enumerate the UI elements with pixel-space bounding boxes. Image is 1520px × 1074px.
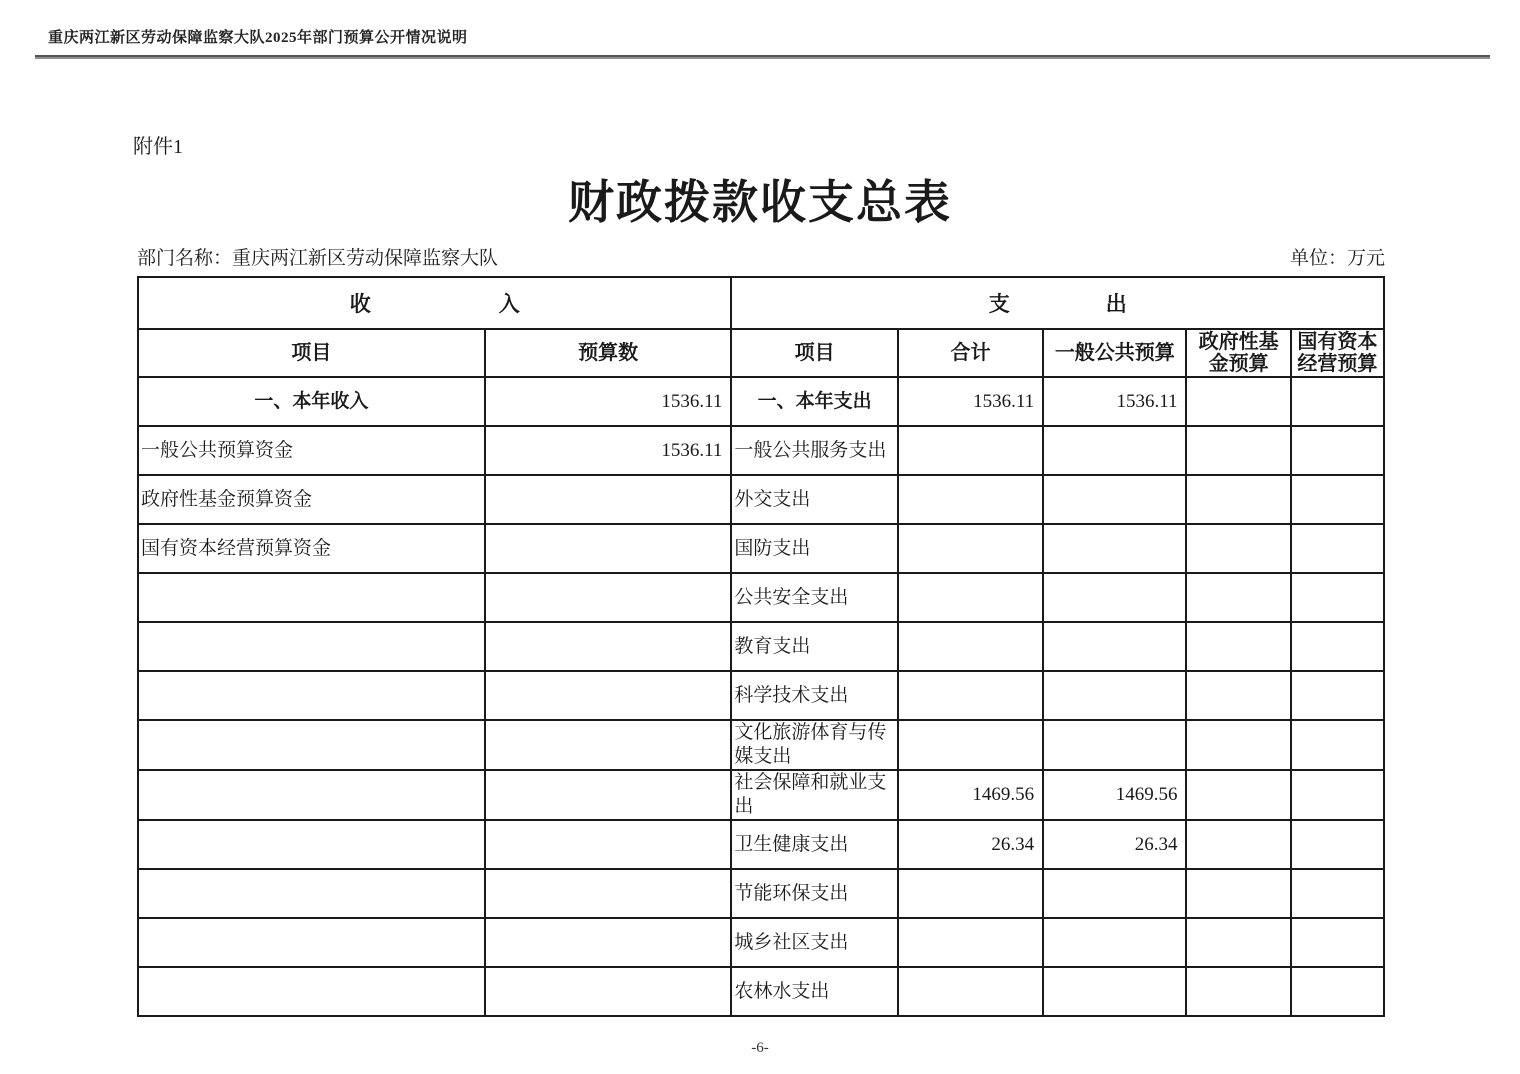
government-fund-budget-cell [1186, 967, 1290, 1016]
state-capital-budget-cell [1291, 869, 1384, 918]
income-item-cell: 国有资本经营预算资金 [138, 524, 485, 573]
general-public-budget-cell: 1536.11 [1043, 377, 1186, 426]
table-row [138, 475, 1384, 524]
income-section-label: 收入 [349, 292, 648, 316]
expense-item-cell: 一、本年支出 [731, 377, 897, 426]
expense-total-cell: 26.34 [898, 820, 1043, 869]
expense-total-cell [898, 720, 1043, 770]
table-row [138, 426, 1384, 475]
general-public-budget-cell [1043, 869, 1186, 918]
table-row [138, 918, 1384, 967]
header-divider-rule [35, 55, 1490, 59]
income-amount-cell: 1536.11 [485, 377, 732, 426]
state-capital-budget-cell [1291, 426, 1384, 475]
expense-section-label: 支出 [988, 292, 1223, 316]
government-fund-budget-cell [1186, 524, 1290, 573]
income-amount-cell [485, 770, 732, 820]
state-capital-budget-cell [1291, 671, 1384, 720]
general-public-budget-cell: 1469.56 [1043, 770, 1186, 820]
expense-item-cell: 外交支出 [731, 475, 897, 524]
general-public-budget-cell [1043, 573, 1186, 622]
income-amount-cell [485, 869, 732, 918]
government-fund-budget-cell [1186, 671, 1290, 720]
general-public-budget-cell [1043, 622, 1186, 671]
state-capital-budget-cell [1291, 475, 1384, 524]
page-number: -6- [751, 1040, 769, 1056]
department-name-label: 部门名称：重庆两江新区劳动保障监察大队 [137, 248, 499, 269]
government-fund-budget-cell [1186, 869, 1290, 918]
column-header-row [138, 329, 1384, 377]
government-fund-budget-cell [1186, 918, 1290, 967]
expense-item-cell: 节能环保支出 [731, 869, 897, 918]
col-header-income-item: 项目 [138, 329, 485, 377]
income-section-header [138, 277, 731, 329]
expense-total-cell [898, 869, 1043, 918]
general-public-budget-cell [1043, 967, 1186, 1016]
col-header-state-capital-budget: 国有资本经营预算 [1291, 329, 1384, 377]
expense-item-cell: 卫生健康支出 [731, 820, 897, 869]
budget-summary-table [137, 276, 1385, 1017]
state-capital-budget-cell [1291, 524, 1384, 573]
expense-total-cell [898, 671, 1043, 720]
expense-total-cell: 1536.11 [898, 377, 1043, 426]
expense-total-cell [898, 426, 1043, 475]
table-row [138, 720, 1384, 770]
income-amount-cell [485, 720, 732, 770]
income-item-cell [138, 820, 485, 869]
general-public-budget-cell [1043, 426, 1186, 475]
income-item-cell [138, 622, 485, 671]
table-row [138, 524, 1384, 573]
general-public-budget-cell [1043, 720, 1186, 770]
income-item-cell [138, 573, 485, 622]
expense-item-cell: 社会保障和就业支出 [731, 770, 897, 820]
government-fund-budget-cell [1186, 377, 1290, 426]
page-title: 财政拨款收支总表 [568, 177, 952, 228]
government-fund-budget-cell [1186, 720, 1290, 770]
general-public-budget-cell [1043, 671, 1186, 720]
income-amount-cell [485, 573, 732, 622]
income-amount-cell [485, 967, 732, 1016]
state-capital-budget-cell [1291, 967, 1384, 1016]
income-amount-cell [485, 671, 732, 720]
document-header-text: 重庆两江新区劳动保障监察大队2025年部门预算公开情况说明 [48, 30, 468, 46]
col-header-income-budget: 预算数 [485, 329, 732, 377]
col-header-expense-total: 合计 [898, 329, 1043, 377]
table-row [138, 820, 1384, 869]
state-capital-budget-cell [1291, 720, 1384, 770]
state-capital-budget-cell [1291, 770, 1384, 820]
expense-total-cell [898, 918, 1043, 967]
government-fund-budget-cell [1186, 573, 1290, 622]
table-row [138, 377, 1384, 426]
expense-item-cell: 国防支出 [731, 524, 897, 573]
government-fund-budget-cell [1186, 475, 1290, 524]
income-amount-cell: 1536.11 [485, 426, 732, 475]
income-item-cell [138, 918, 485, 967]
income-amount-cell [485, 820, 732, 869]
table-row [138, 967, 1384, 1016]
table-row [138, 573, 1384, 622]
expense-item-cell: 公共安全支出 [731, 573, 897, 622]
section-header-row [138, 277, 1384, 329]
expense-section-header [731, 277, 1384, 329]
general-public-budget-cell [1043, 524, 1186, 573]
table-row [138, 869, 1384, 918]
government-fund-budget-cell [1186, 770, 1290, 820]
expense-item-cell: 科学技术支出 [731, 671, 897, 720]
general-public-budget-cell: 26.34 [1043, 820, 1186, 869]
expense-total-cell [898, 967, 1043, 1016]
table-meta-row [137, 243, 1385, 270]
income-amount-cell [485, 524, 732, 573]
income-item-cell: 一般公共预算资金 [138, 426, 485, 475]
col-header-government-fund-budget: 政府性基金预算 [1186, 329, 1290, 377]
expense-item-cell: 文化旅游体育与传媒支出 [731, 720, 897, 770]
expense-item-cell: 教育支出 [731, 622, 897, 671]
expense-total-cell [898, 475, 1043, 524]
income-item-cell: 政府性基金预算资金 [138, 475, 485, 524]
income-item-cell: 一、本年收入 [138, 377, 485, 426]
expense-item-cell: 一般公共服务支出 [731, 426, 897, 475]
table-row [138, 770, 1384, 820]
attachment-label: 附件1 [133, 136, 183, 158]
income-amount-cell [485, 622, 732, 671]
state-capital-budget-cell [1291, 377, 1384, 426]
unit-label: 单位：万元 [1289, 248, 1385, 269]
income-item-cell [138, 720, 485, 770]
income-item-cell [138, 869, 485, 918]
expense-total-cell [898, 524, 1043, 573]
general-public-budget-cell [1043, 918, 1186, 967]
state-capital-budget-cell [1291, 573, 1384, 622]
col-header-expense-item: 项目 [731, 329, 897, 377]
expense-total-cell: 1469.56 [898, 770, 1043, 820]
government-fund-budget-cell [1186, 426, 1290, 475]
table-row [138, 671, 1384, 720]
state-capital-budget-cell [1291, 820, 1384, 869]
state-capital-budget-cell [1291, 918, 1384, 967]
income-item-cell [138, 967, 485, 1016]
expense-item-cell: 农林水支出 [731, 967, 897, 1016]
income-amount-cell [485, 475, 732, 524]
income-item-cell [138, 671, 485, 720]
expense-total-cell [898, 573, 1043, 622]
government-fund-budget-cell [1186, 622, 1290, 671]
col-header-general-public-budget: 一般公共预算 [1043, 329, 1186, 377]
expense-total-cell [898, 622, 1043, 671]
general-public-budget-cell [1043, 475, 1186, 524]
table-row [138, 622, 1384, 671]
income-item-cell [138, 770, 485, 820]
government-fund-budget-cell [1186, 820, 1290, 869]
income-amount-cell [485, 918, 732, 967]
state-capital-budget-cell [1291, 622, 1384, 671]
expense-item-cell: 城乡社区支出 [731, 918, 897, 967]
